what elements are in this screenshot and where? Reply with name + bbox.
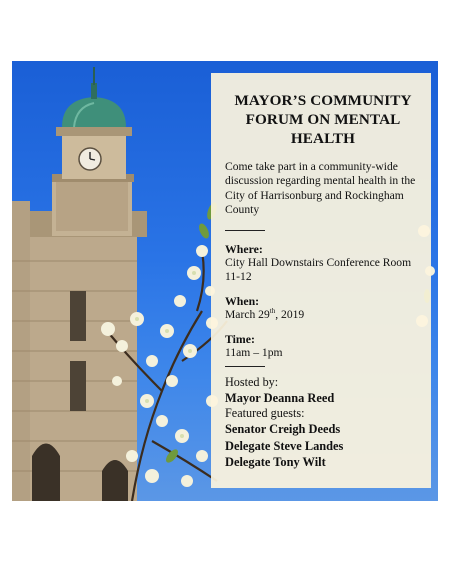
when-year: , 2019	[275, 308, 305, 322]
when-value	[225, 308, 421, 322]
event-title: MAYOR’S COMMUNITY FORUM ON MENTAL HEALTH	[234, 92, 412, 147]
when-suffix: th	[269, 307, 276, 316]
where-value: City Hall Downstairs Conference Room 11-12	[225, 255, 412, 283]
cupola	[91, 83, 97, 99]
event-info-panel	[211, 73, 431, 488]
arched-door	[32, 444, 60, 502]
where-label: Where:	[225, 241, 263, 256]
clock-cornice	[56, 127, 132, 136]
divider	[225, 230, 265, 231]
hosted-by-label: Hosted by:	[225, 375, 279, 390]
when-label: When:	[225, 294, 260, 309]
guest-name: Senator Creigh Deeds	[225, 422, 341, 437]
time-value: 11am – 1pm	[225, 346, 283, 360]
tower-mid	[56, 179, 128, 231]
when-month-day: March 29	[225, 308, 270, 322]
divider	[225, 366, 265, 367]
featured-guests-label: Featured guests:	[225, 405, 305, 420]
host-name: Mayor Deanna Reed	[225, 390, 335, 405]
guest-name: Delegate Steve Landes	[225, 438, 344, 453]
green-dome	[62, 97, 126, 127]
window	[70, 361, 86, 411]
guest-name: Delegate Tony Wilt	[225, 454, 326, 469]
event-intro: Come take part in a community-wide discussion regarding mental health in the City of Harrisonburg and Rockingham County	[225, 160, 416, 217]
arched-door	[102, 460, 128, 501]
time-label: Time:	[225, 332, 255, 347]
clock-hand	[90, 159, 95, 160]
window	[70, 291, 86, 341]
